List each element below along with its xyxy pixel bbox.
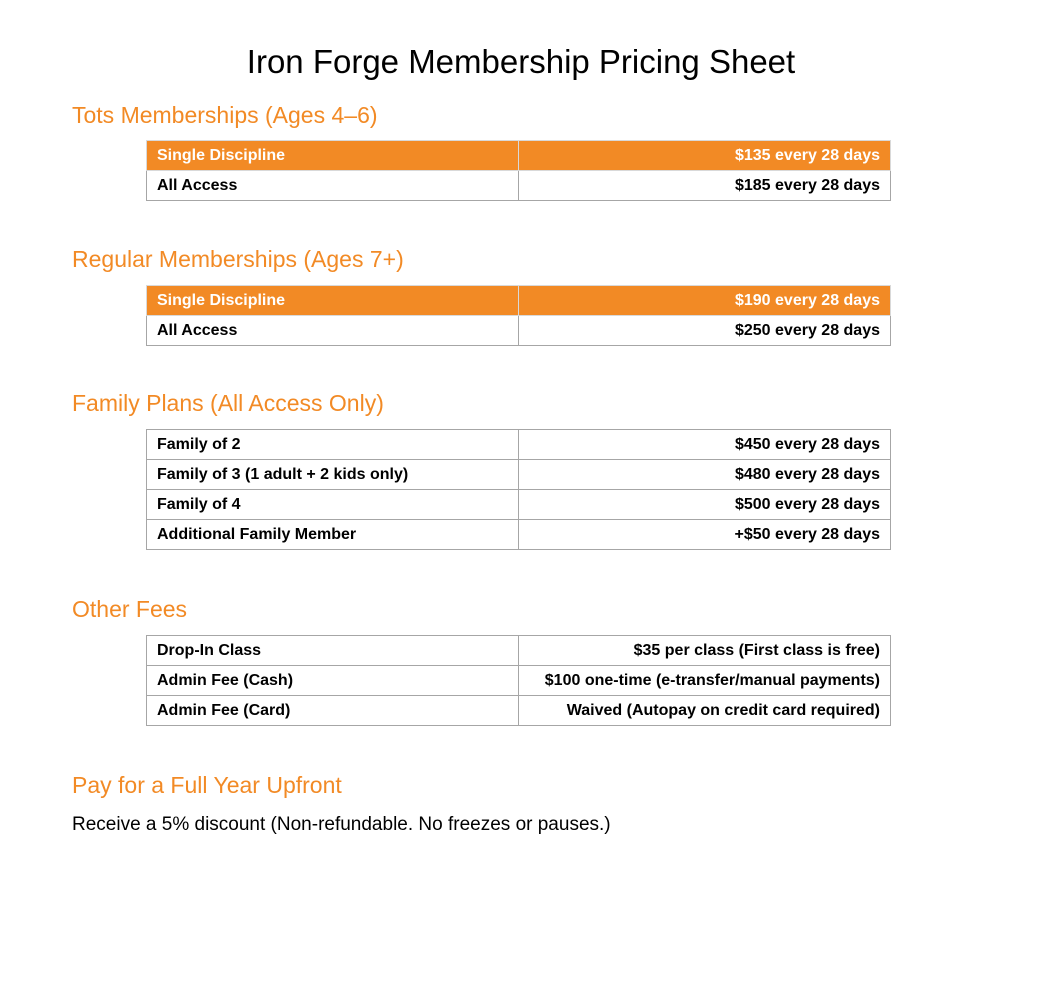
table-row: [147, 286, 891, 316]
regular-memberships-table: [146, 285, 891, 346]
plan-price-cell: $185 every 28 days: [519, 171, 891, 201]
table-row: [147, 490, 891, 520]
plan-name-cell: Single Discipline: [147, 286, 519, 316]
fee-name-cell: Admin Fee (Cash): [147, 666, 519, 696]
table-row: [147, 141, 891, 171]
plan-price-cell: $500 every 28 days: [519, 490, 891, 520]
plan-name-cell: All Access: [147, 171, 519, 201]
plan-price-cell: +$50 every 28 days: [519, 520, 891, 550]
plan-name-cell: Family of 3 (1 adult + 2 kids only): [147, 460, 519, 490]
table-row: [147, 460, 891, 490]
pay-upfront-heading: Pay for a Full Year Upfront: [72, 772, 342, 798]
table-row: [147, 636, 891, 666]
fee-price-cell: $100 one-time (e-transfer/manual payments): [519, 666, 891, 696]
other-fees-table: [146, 635, 891, 726]
plan-name-cell: All Access: [147, 316, 519, 346]
plan-name-cell: Additional Family Member: [147, 520, 519, 550]
table-row: [147, 430, 891, 460]
table-row: [147, 316, 891, 346]
plan-price-cell: $250 every 28 days: [519, 316, 891, 346]
table-row: [147, 171, 891, 201]
table-row: [147, 696, 891, 726]
fee-name-cell: Drop-In Class: [147, 636, 519, 666]
fee-price-cell: Waived (Autopay on credit card required): [519, 696, 891, 726]
plan-price-cell: $190 every 28 days: [519, 286, 891, 316]
page-title: Iron Forge Membership Pricing Sheet: [246, 43, 796, 80]
tots-memberships-table: [146, 140, 891, 201]
regular-memberships-heading: Regular Memberships (Ages 7+): [72, 246, 404, 272]
plan-price-cell: $450 every 28 days: [519, 430, 891, 460]
plan-name-cell: Family of 4: [147, 490, 519, 520]
pay-upfront-description: Receive a 5% discount (Non-refundable. No freezes or pauses.): [72, 814, 611, 835]
plan-name-cell: Family of 2: [147, 430, 519, 460]
plan-price-cell: $135 every 28 days: [519, 141, 891, 171]
table-row: [147, 666, 891, 696]
fee-name-cell: Admin Fee (Card): [147, 696, 519, 726]
table-row: [147, 520, 891, 550]
plan-price-cell: $480 every 28 days: [519, 460, 891, 490]
family-plans-table: [146, 429, 891, 550]
family-plans-heading: Family Plans (All Access Only): [72, 390, 384, 416]
fee-price-cell: $35 per class (First class is free): [519, 636, 891, 666]
plan-name-cell: Single Discipline: [147, 141, 519, 171]
tots-memberships-heading: Tots Memberships (Ages 4–6): [72, 102, 378, 128]
other-fees-heading: Other Fees: [72, 596, 188, 622]
